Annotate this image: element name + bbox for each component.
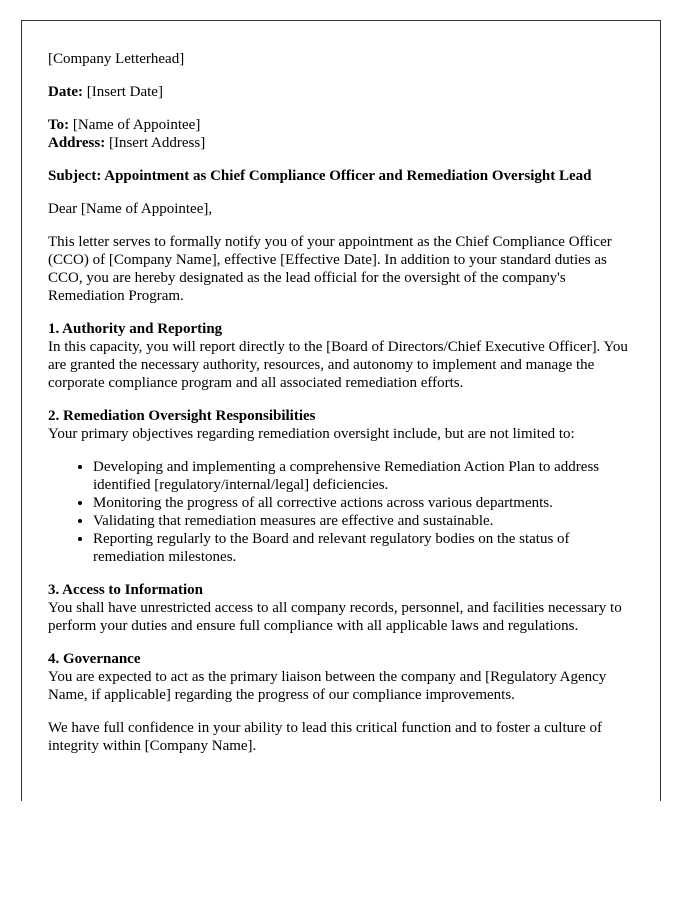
- section-authority: [48, 320, 634, 392]
- section-authority-heading: 1. Authority and Reporting: [48, 321, 223, 337]
- date-label: Date:: [48, 84, 83, 100]
- section-remediation-body: Your primary objectives regarding remediation oversight include, but are not limited to:: [48, 426, 575, 442]
- section-governance-heading: 4. Governance: [48, 651, 141, 667]
- list-item: • Developing and implementing a comprehensive Remediation Action Plan to address identified [regulatory/internal/legal] deficiencies.: [93, 458, 634, 494]
- closing-paragraph: We have full confidence in your ability to lead this critical function and to foster a culture of integrity within [Company Name].: [48, 720, 603, 754]
- list-item: • Reporting regularly to the Board and relevant regulatory bodies on the status of remediation milestones.: [93, 530, 634, 566]
- section-remediation-heading: 2. Remediation Oversight Responsibilities: [48, 408, 316, 424]
- section-access: [48, 581, 634, 635]
- list-item: • Validating that remediation measures are effective and sustainable.: [93, 512, 634, 530]
- section-remediation: [48, 407, 634, 443]
- intro-paragraph: This letter serves to formally notify you of your appointment as the Chief Compliance Officer (CCO) of [Company Name], effective [Effective Date]. In addition to your standard duties as CCO, you are hereby designated as the lead official for the oversight of the company's Remediation Program.: [48, 234, 612, 304]
- date-value: [Insert Date]: [86, 84, 163, 100]
- section-authority-body: In this capacity, you will report directly to the [Board of Directors/Chief Executive Officer]. You are granted the necessary authority, resources, and autonomy to implement and manage the corporate compliance program and all associated remediation efforts.: [48, 339, 628, 391]
- to-label: To:: [48, 117, 70, 133]
- address-label: Address:: [48, 135, 106, 151]
- section-access-heading: 3. Access to Information: [48, 582, 203, 598]
- list-item: • Monitoring the progress of all corrective actions across various departments.: [93, 494, 634, 512]
- responsibilities-list: [48, 458, 634, 566]
- section-access-body: You shall have unrestricted access to all company records, personnel, and facilities necessary to perform your duties and ensure full compliance with all applicable laws and regulations.: [48, 600, 622, 634]
- to-value: [Name of Appointee]: [72, 117, 201, 133]
- salutation: Dear [Name of Appointee],: [48, 201, 213, 217]
- address-value: [Insert Address]: [108, 135, 206, 151]
- section-governance-body: You are expected to act as the primary liaison between the company and [Regulatory Agency Name, if applicable] regarding the progress of our compliance improvements.: [48, 669, 607, 703]
- recipient-block: [48, 116, 634, 152]
- date-line: [48, 83, 634, 101]
- letterhead: [Company Letterhead]: [48, 51, 185, 67]
- subject-line: [48, 167, 634, 185]
- section-governance: [48, 650, 634, 704]
- letter-page: [21, 20, 661, 801]
- subject-text: Subject: Appointment as Chief Compliance Officer and Remediation Oversight Lead: [48, 168, 592, 184]
